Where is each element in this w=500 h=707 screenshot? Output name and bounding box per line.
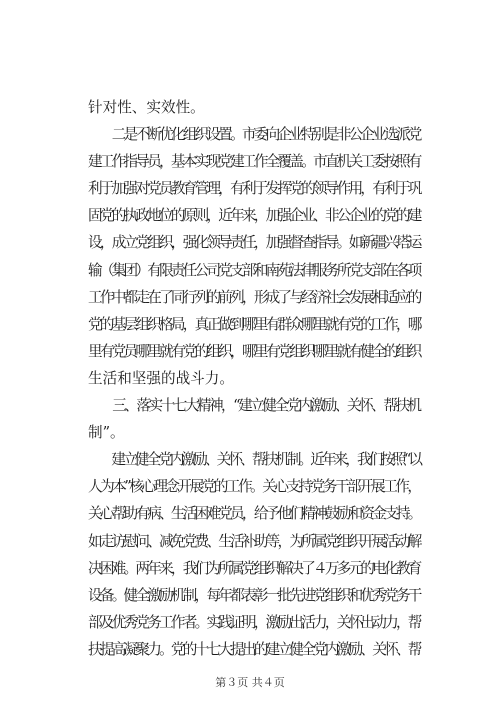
text-line: 针对性、实效性。: [88, 99, 205, 116]
text-line: 设备。健全激励机制，每年都表彰一批先进党组织和优秀党务干: [88, 586, 420, 604]
text-line: 二是不断优化组织设置。市委向企业特别是非公企业选派党: [88, 126, 420, 144]
text-line: 输（集团）有限责任公司党支部和南苑法律服务所党支部在各项: [88, 261, 420, 279]
text-line: 工作中都走在了同行列的前列，形成了与经济社会发展相适应的: [88, 288, 420, 306]
body-text: [88, 94, 420, 663]
text-line: 决困难。两年来，我们为所属党组织解决了４万多元的电化教育: [88, 559, 420, 577]
text-line: 扶提高凝聚力。党的十七大提出的建立健全党内激励、关怀、帮: [88, 640, 420, 658]
text-line: 党的基层组织格局，真正做到哪里有群众哪里就有党的工作，哪: [88, 315, 420, 333]
text-line: 里有党员哪里就有党的组织，哪里有党组织哪里就有健全的组织: [88, 342, 420, 360]
text-line: 建工作指导员，基本实现党建工作全覆盖。市直机关工委按照有: [88, 153, 420, 171]
page-number-footer: 第３页 共４页: [215, 676, 285, 689]
text-line: 生活和坚强的战斗力。: [88, 369, 234, 387]
text-line: 建立健全党内激励、关怀、帮扶机制。近年来，我们按照“以: [88, 451, 421, 469]
text-line: 利于加强对党员教育管理，有利于发挥党的领导作用，有利于巩: [88, 180, 420, 198]
text-line: 如走访慰问、减免党费、生活补助等，为所属党组织开展活动解: [88, 532, 420, 550]
text-line: 三、落实十七大精神，“建立健全党内激励、关怀、帮扶机: [88, 397, 420, 415]
text-line: 设，成立党组织，强化领导责任，加强督查指导。如新疆兴塔运: [88, 234, 420, 252]
text-line: 固党的执政地位的原则，近年来，加强企业、非公企业的党的建: [88, 207, 420, 225]
text-line: 部及优秀党务工作者。实践证明，激励出活力，关怀出动力，帮: [88, 613, 420, 631]
text-line: 人为本”核心理念开展党的工作。关心支持党务干部开展工作，: [88, 478, 420, 496]
text-line: 制”。: [88, 424, 125, 442]
text-line: 关心帮助有病、生活困难党员，给予他们精神鼓励和资金支持。: [88, 505, 420, 523]
